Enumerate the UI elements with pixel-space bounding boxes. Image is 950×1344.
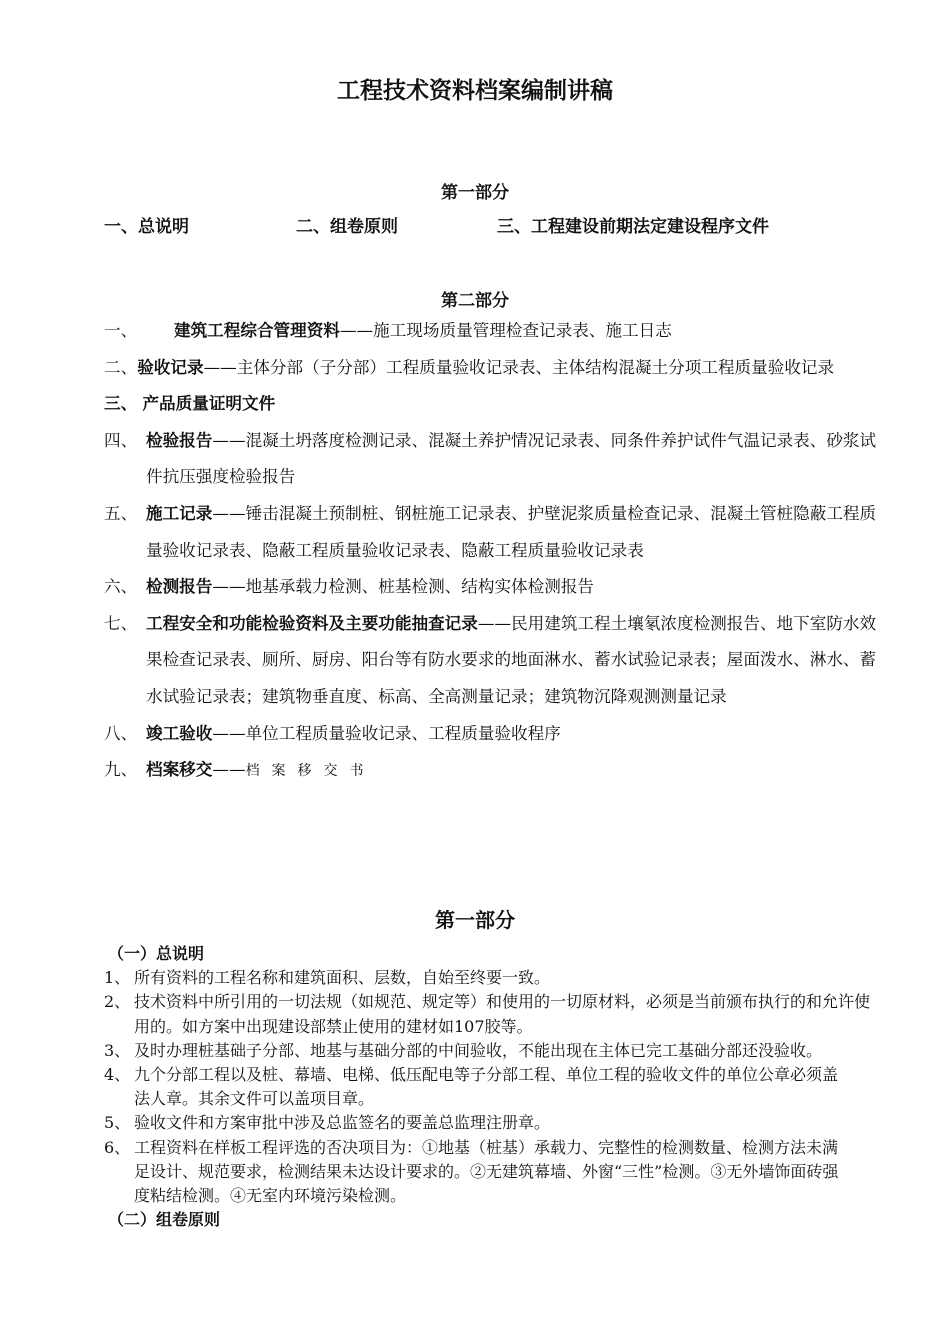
item-detail: ——地基承载力检测、桩基检测、结构实体检测报告: [212, 577, 595, 597]
part2-list: [104, 313, 882, 790]
item-number: 三、: [104, 394, 138, 414]
list-item: [104, 752, 882, 790]
item-detail: ——锤击混凝土预制桩、钢桩施工记录表、护壁泥浆质量检查记录、混凝土管桩隐蔽工程质量验收记录表、隐蔽工程质量验收记录表、隐蔽工程质量验收记录表: [146, 503, 877, 560]
item-detail: ——混凝土坍落度检测记录、混凝土养护情况记录表、同条件养护试件气温记录表、砂浆试件抗压强度检验报告: [146, 430, 877, 487]
item-title: 竣工验收: [146, 723, 213, 743]
item-number: 6、: [104, 1137, 131, 1157]
list-item: [104, 423, 882, 496]
document-title: 工程技术资料档案编制讲稿: [337, 78, 613, 104]
toc-item-general: 一、总说明: [104, 217, 189, 237]
item-detail: ——单位工程质量验收记录、工程质量验收程序: [212, 723, 561, 743]
item-text: 技术资料中所引用的一切法规（如规范、规定等）和使用的一切原材料，必须是当前颁布执行的和允许使用的。如方案中出现建设部禁止使用的建材如107胶等。: [134, 992, 871, 1036]
list-item: [104, 569, 882, 606]
item-title: 建筑工程综合管理资料: [174, 321, 340, 340]
item-number: 二、: [104, 357, 138, 377]
item-title: 工程安全和功能检验资料及主要功能抽查记录: [146, 613, 478, 633]
list-item: [104, 966, 884, 990]
item-number: 3、: [104, 1040, 131, 1060]
item-detail: ——民用建筑工程土壤氡浓度检测报告、地下室防水效果检查记录表、厕所、厨房、阳台等有防水要求的地面淋水、蓄水试验记录表；屋面泼水、淋水、蓄水试验记录表；建筑物垂直度、标高、全高测量记录；建筑物沉降观测测量记录: [146, 613, 877, 706]
list-item: [104, 606, 882, 716]
list-item: [104, 386, 882, 423]
item-detail: ——主体分部（子分部）工程质量验收记录表、主体结构混凝土分项工程质量验收记录: [203, 357, 835, 377]
list-item: [104, 1111, 884, 1135]
item-title: 检测报告: [146, 577, 213, 597]
item-number: 1、: [104, 968, 131, 988]
item-title: 检验报告: [146, 430, 213, 450]
toc-item-grouping: 二、组卷原则: [296, 217, 398, 237]
list-item: [104, 1136, 844, 1209]
section-heading-grouping: （二）组卷原则: [108, 1210, 221, 1230]
item-title: 施工记录: [146, 503, 213, 523]
item-number: 2、: [104, 992, 131, 1012]
item-number: 九、: [104, 760, 138, 780]
part1-toc-heading: 第一部分: [441, 183, 509, 203]
part2-heading: 第二部分: [441, 291, 509, 311]
item-title: 产品质量证明文件: [142, 394, 276, 414]
item-number: 六、: [104, 577, 138, 597]
item-number: 5、: [104, 1113, 131, 1133]
list-item: [104, 716, 882, 753]
list-item: [104, 990, 884, 1038]
item-text: 及时办理桩基础子分部、地基与基础分部的中间验收，不能出现在主体已完工基础分部还没验收。: [134, 1040, 823, 1060]
item-text: 验收文件和方案审批中涉及总监签名的要盖总监理注册章。: [134, 1113, 551, 1133]
item-title: 档案移交: [146, 760, 213, 780]
item-number: 四、: [104, 430, 138, 450]
item-text: 工程资料在样板工程评选的否决项目为：①地基（桩基）承载力、完整性的检测数量、检测方法未满足设计、规范要求，检测结果未达设计要求的。②无建筑幕墙、外窗“三性”检测。③无外墙饰面砖强度粘结检测。④无室内环境污染检测。: [134, 1137, 839, 1206]
general-notes: [104, 942, 884, 1232]
item-number: 七、: [104, 613, 138, 633]
item-number: 一、: [104, 321, 138, 340]
part1-heading: 第一部分: [435, 908, 515, 932]
item-number: 五、: [104, 503, 138, 523]
list-item: [104, 313, 882, 350]
part1-toc-row: [104, 212, 864, 238]
item-detail: ——施工现场质量管理检查记录表、施工日志: [339, 321, 672, 340]
item-title: 验收记录: [137, 357, 204, 377]
list-item: [104, 350, 882, 387]
list-item: [104, 496, 882, 569]
item-detail-spaced: 档案移交书: [245, 763, 376, 780]
list-item: [104, 1063, 844, 1111]
item-text: 九个分部工程以及桩、幕墙、电梯、低压配电等子分部工程、单位工程的验收文件的单位公章必须盖法人章。其余文件可以盖项目章。: [134, 1065, 839, 1109]
list-item: [104, 1039, 884, 1063]
toc-item-statutory: 三、工程建设前期法定建设程序文件: [497, 217, 769, 237]
item-number: 4、: [104, 1065, 131, 1085]
item-text: 所有资料的工程名称和建筑面积、层数，自始至终要一致。: [134, 968, 551, 988]
section-heading-general: （一）总说明: [108, 944, 205, 963]
item-detail: ——: [212, 760, 246, 780]
item-number: 八、: [104, 723, 138, 743]
